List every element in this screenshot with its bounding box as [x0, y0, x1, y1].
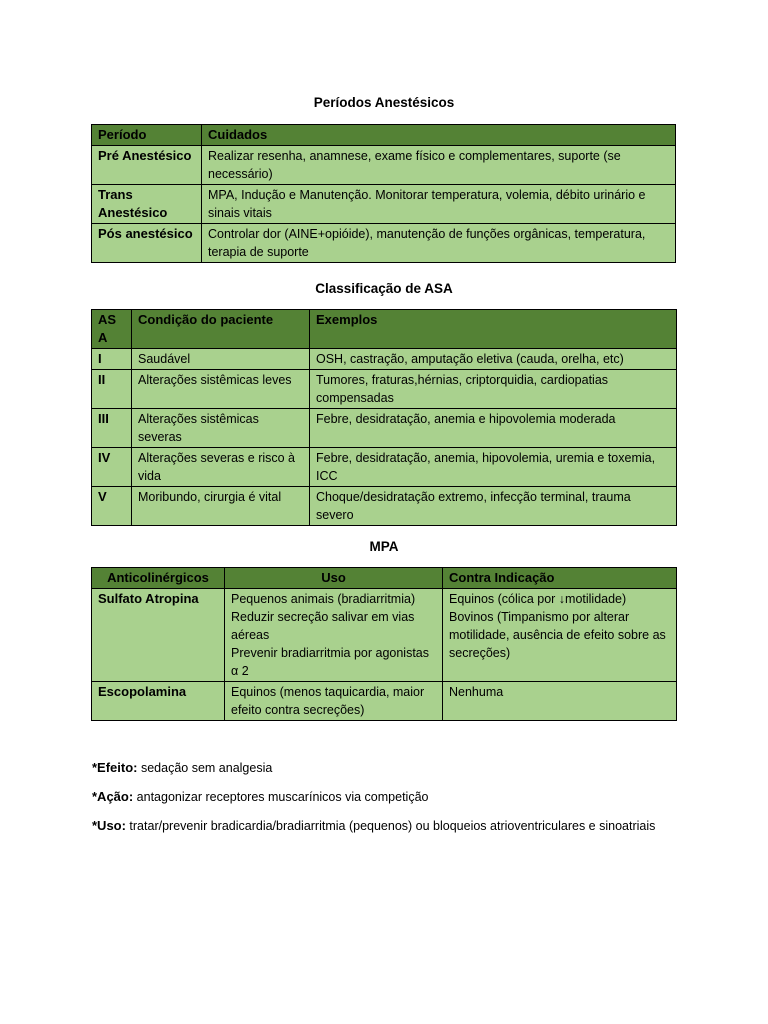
table-row	[92, 370, 677, 409]
periodos-table	[91, 124, 676, 263]
table-row	[92, 589, 677, 682]
note-label: *Efeito:	[92, 760, 138, 775]
uso-line: Reduzir secreção salivar em vias aéreas	[231, 610, 415, 642]
asa-class-cell: IV	[92, 448, 132, 487]
mpa-table	[91, 567, 677, 721]
note-uso	[92, 817, 684, 835]
note-efeito	[92, 759, 684, 777]
note-text: sedação sem analgesia	[137, 761, 273, 775]
exemplos-cell: Febre, desidratação, anemia e hipovolemia moderada	[310, 409, 677, 448]
exemplos-cell: OSH, castração, amputação eletiva (cauda, orelha, etc)	[310, 349, 677, 370]
asa-class-cell: V	[92, 487, 132, 526]
periodo-cell: Pós anestésico	[92, 224, 202, 263]
note-label: *Ação:	[92, 789, 134, 804]
condicao-cell: Alterações severas e risco à vida	[132, 448, 310, 487]
contra-cell	[443, 589, 677, 682]
uso-cell	[225, 589, 443, 682]
condicao-cell: Saudável	[132, 349, 310, 370]
periodo-cell: Pré Anestésico	[92, 146, 202, 185]
column-header: Anticolinérgicos	[92, 568, 225, 589]
condicao-cell: Alterações sistêmicas leves	[132, 370, 310, 409]
table-header-row	[92, 310, 677, 349]
cuidados-cell: MPA, Indução e Manutenção. Monitorar temperatura, volemia, débito urinário e sinais vitais	[202, 185, 676, 224]
cuidados-cell: Realizar resenha, anamnese, exame físico e complementares, suporte (se necessário)	[202, 146, 676, 185]
table-row	[92, 487, 677, 526]
table-row	[92, 185, 676, 224]
column-header: Uso	[225, 568, 443, 589]
exemplos-cell: Tumores, fraturas,hérnias, criptorquidia, cardiopatias compensadas	[310, 370, 677, 409]
note-label: *Uso:	[92, 818, 126, 833]
drug-cell: Escopolamina	[92, 682, 225, 721]
table-header-row	[92, 568, 677, 589]
uso-line: Equinos (menos taquicardia, maior efeito contra secreções)	[231, 685, 425, 717]
column-header: Período	[92, 125, 202, 146]
table-row	[92, 682, 677, 721]
asa-class-cell: II	[92, 370, 132, 409]
note-acao	[92, 788, 684, 806]
periodo-cell: Trans Anestésico	[92, 185, 202, 224]
column-header: Cuidados	[202, 125, 676, 146]
column-header: ASA	[92, 310, 132, 349]
note-text: antagonizar receptores muscarínicos via competição	[133, 790, 429, 804]
asa-table	[91, 309, 677, 526]
exemplos-cell: Choque/desidratação extremo, infecção terminal, trauma severo	[310, 487, 677, 526]
table-row	[92, 448, 677, 487]
column-header: Exemplos	[310, 310, 677, 349]
asa-class-cell: I	[92, 349, 132, 370]
uso-line: Prevenir bradiarritmia por agonistas α 2	[231, 646, 430, 678]
asa-class-cell: III	[92, 409, 132, 448]
note-text: tratar/prevenir bradicardia/bradiarritmia (pequenos) ou bloqueios atrioventriculares e sinoatriais	[125, 819, 656, 833]
table-row	[92, 409, 677, 448]
notes-section	[92, 759, 684, 846]
table-row	[92, 146, 676, 185]
contra-line: Equinos (cólica por ↓motilidade)	[449, 592, 627, 606]
column-header: Contra Indicação	[443, 568, 677, 589]
contra-line: Bovinos (Timpanismo por alterar motilidade, ausência de efeito sobre as secreções)	[449, 610, 666, 660]
table-row	[92, 349, 677, 370]
condicao-cell: Moribundo, cirurgia é vital	[132, 487, 310, 526]
column-header: Condição do paciente	[132, 310, 310, 349]
table-row	[92, 224, 676, 263]
asa-title: Classificação de ASA	[315, 281, 453, 296]
cuidados-cell: Controlar dor (AINE+opióide), manutenção de funções orgânicas, temperatura, terapia de suporte	[202, 224, 676, 263]
drug-cell: Sulfato Atropina	[92, 589, 225, 682]
condicao-cell: Alterações sistêmicas severas	[132, 409, 310, 448]
exemplos-cell: Febre, desidratação, anemia, hipovolemia, uremia e toxemia, ICC	[310, 448, 677, 487]
mpa-title: MPA	[369, 539, 399, 554]
periodos-title: Períodos Anestésicos	[313, 95, 455, 110]
table-header-row	[92, 125, 676, 146]
uso-line: Pequenos animais (bradiarritmia)	[231, 592, 416, 606]
contra-line: Nenhuma	[449, 685, 504, 699]
uso-cell	[225, 682, 443, 721]
contra-cell	[443, 682, 677, 721]
